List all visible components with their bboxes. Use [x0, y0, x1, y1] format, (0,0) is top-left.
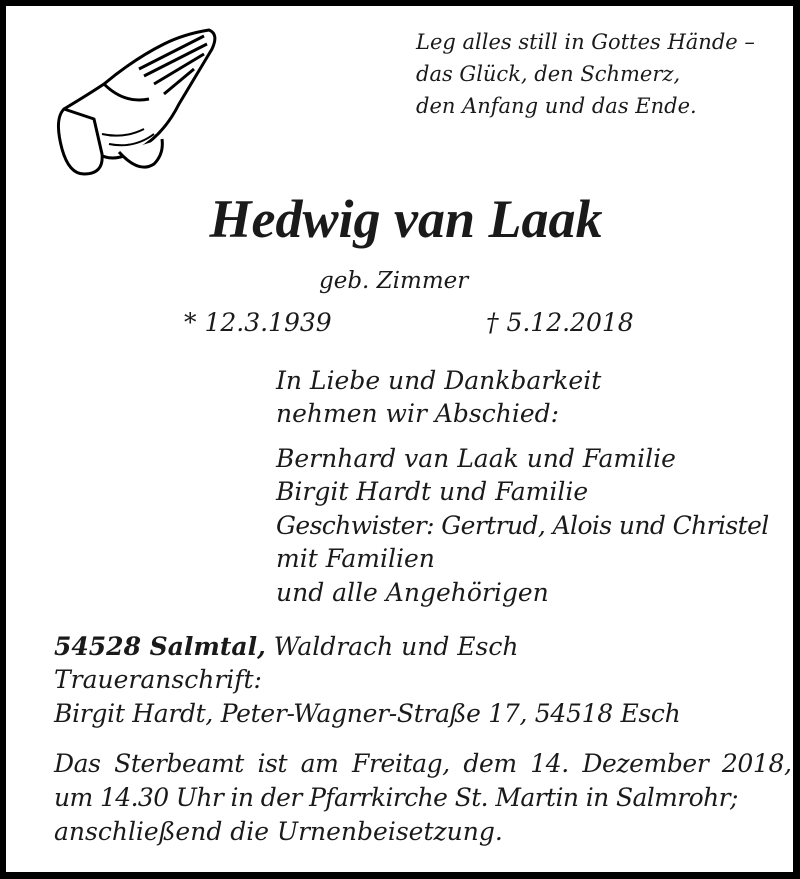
- place-bold: 54528 Salmtal,: [54, 632, 266, 661]
- mourner-line: Geschwister: Gertrud, Alois und Christel: [276, 511, 769, 540]
- farewell-line: In Liebe und Dankbarkeit: [276, 366, 602, 395]
- place-line: [54, 632, 518, 661]
- mourner-line: mit Familien: [276, 544, 435, 573]
- birth-date: * 12.3.1939: [184, 308, 332, 337]
- place-rest: Waldrach und Esch: [265, 632, 519, 661]
- mourner-line: und alle Angehörigen: [276, 578, 549, 607]
- praying-hands-icon: [44, 24, 224, 184]
- farewell-line: nehmen wir Abschied:: [276, 399, 560, 428]
- quote-line: den Anfang und das Ende.: [416, 94, 697, 118]
- mourner-line: Birgit Hardt und Familie: [276, 477, 589, 506]
- service-line: anschließend die Urnenbeisetzung.: [54, 817, 503, 846]
- service-line: um 14.30 Uhr in der Pfarrkirche St. Martin in Salmrohr;: [54, 783, 738, 812]
- maiden-name: geb. Zimmer: [319, 268, 469, 294]
- death-date: † 5.12.2018: [486, 308, 634, 337]
- quote-line: Leg alles still in Gottes Hände –: [416, 30, 755, 54]
- address: Birgit Hardt, Peter-Wagner-Straße 17, 54518 Esch: [54, 699, 681, 728]
- address-label: Traueranschrift:: [54, 665, 262, 694]
- service-line: Das Sterbeamt ist am Freitag, dem 14. Dezember 2018,: [54, 749, 792, 778]
- quote-line: das Glück, den Schmerz,: [416, 62, 681, 86]
- mourner-line: Bernhard van Laak und Familie: [276, 444, 676, 473]
- deceased-name: Hedwig van Laak: [209, 189, 603, 249]
